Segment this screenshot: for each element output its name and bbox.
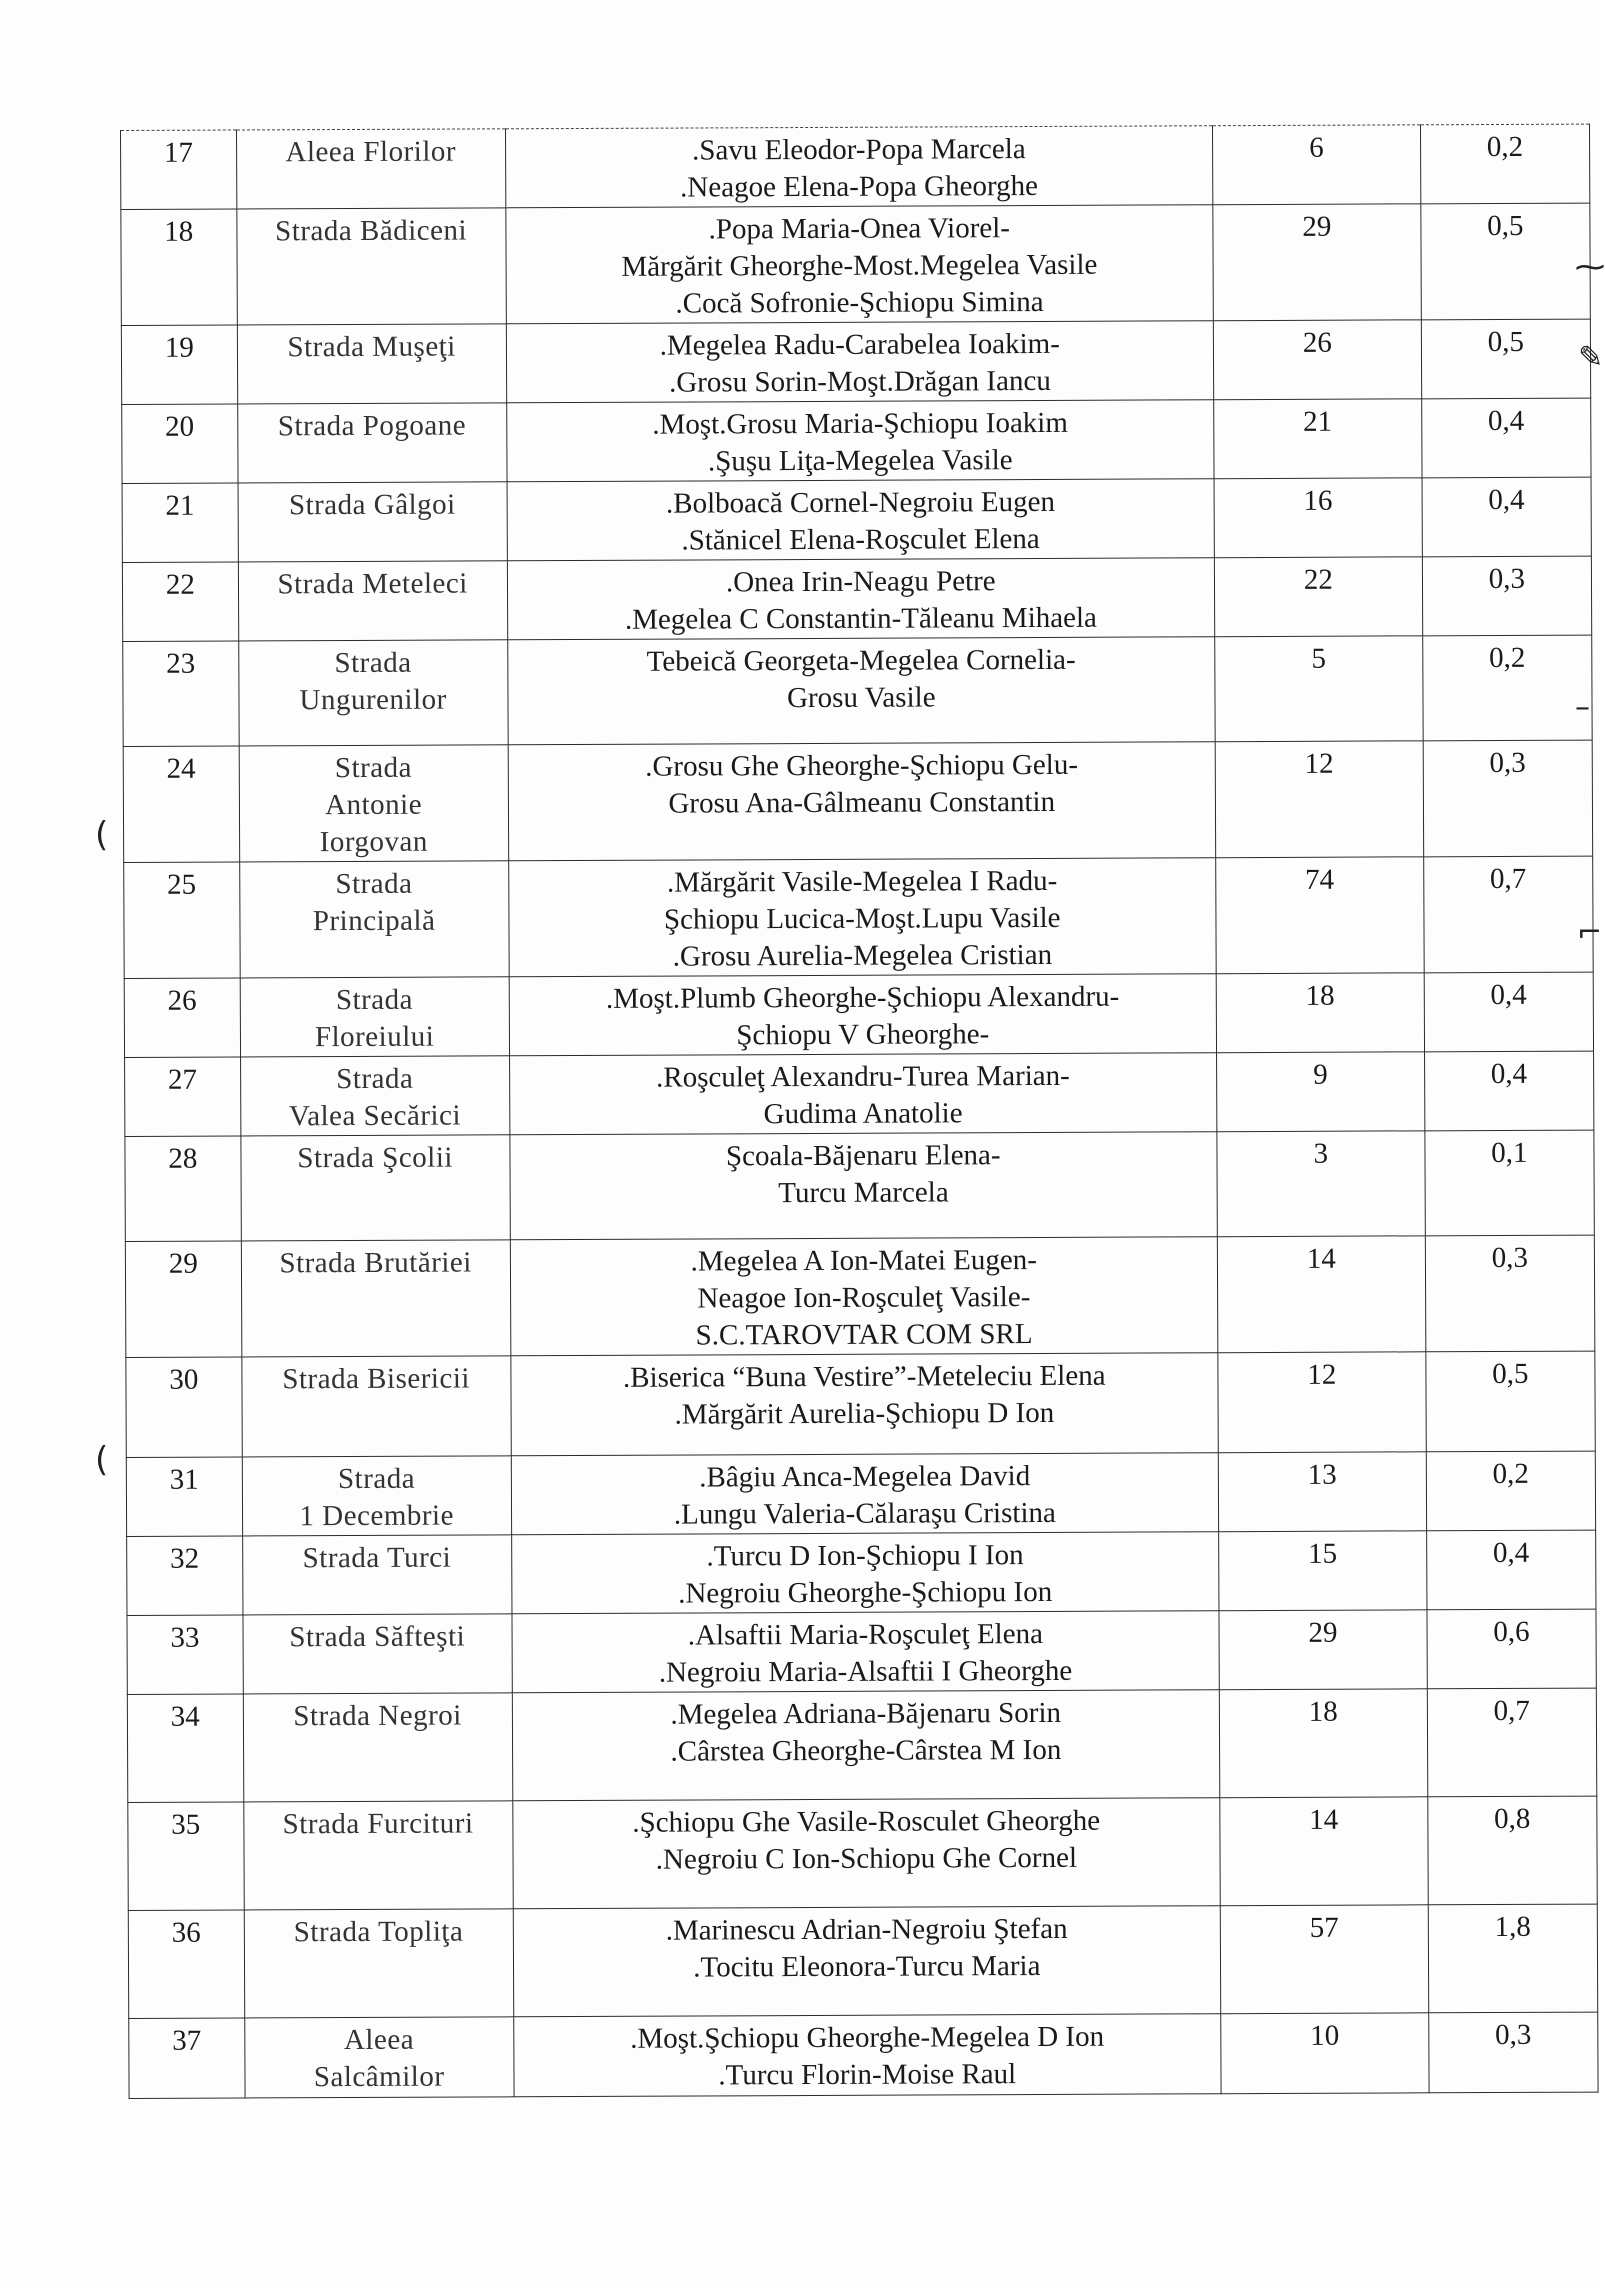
street-name-cell-line: Strada	[335, 983, 414, 1017]
count-cell	[1216, 1052, 1424, 1132]
count-cell-line: 12	[1307, 1358, 1337, 1391]
street-name-cell-line: Floreiului	[314, 1020, 435, 1054]
owners-cell	[506, 400, 1214, 482]
owners-cell-line: .Megelea C Constantin-Tăleanu Mihaela	[624, 601, 1097, 636]
street-name-cell	[244, 2017, 513, 2098]
row-number-cell-line: 22	[165, 568, 195, 601]
table-row	[123, 740, 1592, 862]
owners-cell	[508, 858, 1216, 977]
owners-cell-line: Şchiopu V Gheorghe-	[736, 1018, 990, 1052]
row-number-cell	[121, 209, 237, 326]
length-cell-line: 0,8	[1494, 1802, 1531, 1836]
owners-cell-line: Turcu Marcela	[778, 1176, 949, 1210]
owners-cell	[509, 974, 1217, 1056]
owners-cell-line: .Grosu Aurelia-Megelea Cristian	[672, 938, 1053, 973]
street-name-cell-line: Iorgovan	[319, 825, 428, 859]
table-row	[125, 1235, 1594, 1357]
count-cell-line: 14	[1306, 1242, 1336, 1275]
count-cell-line: 12	[1304, 747, 1334, 780]
owners-cell	[505, 126, 1213, 208]
street-name-cell-line: Strada Bădiceni	[275, 214, 468, 248]
table-row	[121, 124, 1590, 209]
length-cell-line: 1,8	[1494, 1910, 1531, 1944]
owners-cell-line: .Grosu Sorin-Moşt.Drăgan Iancu	[668, 364, 1051, 399]
row-number-cell	[127, 1615, 243, 1695]
count-cell-line: 29	[1308, 1616, 1338, 1649]
row-number-cell-line: 24	[166, 752, 196, 785]
owners-cell-line: .Cocă Sofronie-Şchiopu Simina	[675, 285, 1044, 320]
street-name-cell	[238, 640, 507, 746]
row-number-cell-line: 30	[169, 1363, 199, 1396]
table-row	[128, 1796, 1597, 1910]
length-cell	[1425, 1130, 1595, 1236]
row-number-cell	[128, 1910, 244, 2019]
table-row	[125, 1051, 1594, 1136]
street-name-cell-line: Strada Pogoane	[277, 409, 467, 443]
street-name-cell-line: Strada	[334, 751, 413, 785]
table-row	[122, 556, 1591, 641]
row-number-cell	[125, 1136, 241, 1242]
length-cell-line: 0,3	[1489, 746, 1526, 780]
pen-mark-icon: ⌐	[1577, 915, 1603, 950]
row-number-cell-line: 37	[172, 2024, 202, 2057]
length-cell	[1420, 124, 1590, 204]
street-name-cell	[240, 977, 509, 1057]
count-cell-line: 15	[1307, 1537, 1338, 1570]
count-cell	[1216, 973, 1424, 1053]
table-row	[127, 1530, 1596, 1615]
street-name-cell	[244, 1909, 513, 2018]
row-number-cell	[122, 483, 238, 563]
count-cell-line: 3	[1313, 1137, 1329, 1170]
punch-hole-mark-icon: (	[95, 1440, 109, 1480]
length-cell-line: 0,2	[1486, 130, 1524, 164]
owners-cell-line: .Megelea Radu-Carabelea Ioakim-	[659, 327, 1060, 362]
owners-cell	[511, 1453, 1219, 1535]
owners-cell-line: .Lungu Valeria-Călaraşu Cristina	[673, 1496, 1056, 1531]
row-number-cell-line: 36	[171, 1916, 201, 1949]
count-cell	[1219, 1689, 1427, 1798]
count-cell-line: 74	[1305, 863, 1335, 896]
street-name-cell	[242, 1456, 511, 1536]
owners-cell-line: .Popa Maria-Onea Viorel-	[708, 212, 1010, 246]
length-cell	[1428, 1796, 1598, 1905]
row-number-cell-line: 28	[168, 1142, 198, 1175]
count-cell-line: 21	[1303, 405, 1333, 438]
row-number-cell-line: 33	[170, 1621, 200, 1654]
street-name-cell-line: Principală	[312, 904, 436, 938]
length-cell-line: 0,7	[1489, 862, 1527, 896]
length-cell-line: 0,5	[1487, 325, 1524, 359]
pen-scribble-icon: ✎	[1578, 340, 1604, 375]
count-cell	[1219, 1610, 1427, 1690]
owners-cell-line: .Neagoe Elena-Popa Gheorghe	[680, 169, 1039, 204]
table-row	[126, 1351, 1595, 1457]
street-name-cell-line: Strada Furcituri	[282, 1807, 474, 1841]
owners-cell-line: .Megelea Adriana-Băjenaru Sorin	[670, 1696, 1062, 1731]
row-number-cell	[125, 1057, 241, 1137]
row-number-cell	[125, 1241, 241, 1358]
pen-mark-icon: ⁓	[1575, 250, 1605, 285]
street-name-cell-line: Strada	[337, 1462, 416, 1496]
street-name-cell-line: Strada	[335, 867, 413, 901]
count-cell	[1215, 636, 1423, 742]
count-cell	[1215, 741, 1423, 858]
pen-mark-icon: –	[1575, 690, 1590, 725]
owners-cell-line: .Mărgărit Vasile-Megelea I Radu-	[666, 864, 1058, 899]
length-cell-line: 0,2	[1488, 641, 1526, 675]
table-row	[125, 1130, 1594, 1241]
owners-cell-line: .Stănicel Elena-Roşculet Elena	[681, 522, 1040, 557]
row-number-cell	[123, 746, 239, 863]
length-cell-line: 0,1	[1491, 1136, 1528, 1170]
owners-cell-line: .Turcu D Ion-Şchiopu I Ion	[706, 1539, 1024, 1573]
owners-cell-line: .Negroiu C Ion-Schiopu Ghe Cornel	[655, 1841, 1078, 1876]
count-cell-line: 16	[1303, 484, 1333, 517]
row-number-cell-line: 32	[169, 1542, 200, 1575]
owners-cell-line: Grosu Vasile	[786, 681, 936, 715]
street-name-cell	[243, 1801, 512, 1910]
street-name-cell-line: Ungurenilor	[299, 683, 447, 717]
table-row	[122, 477, 1591, 562]
street-name-cell	[238, 561, 507, 641]
owners-cell	[511, 1353, 1219, 1456]
street-name-cell-line: Antonie	[325, 788, 423, 822]
length-cell	[1421, 398, 1591, 478]
length-cell-line: 0,3	[1491, 1241, 1528, 1275]
table-body	[121, 124, 1599, 2098]
length-cell-line: 0,3	[1494, 2018, 1532, 2052]
count-cell	[1213, 320, 1421, 400]
owners-cell-line: .Moşt.Grosu Maria-Şchiopu Ioakim	[652, 406, 1068, 441]
count-cell-line: 9	[1313, 1058, 1328, 1091]
owners-cell-line: .Mărgărit Aurelia-Şchiopu D Ion	[674, 1396, 1055, 1431]
count-cell	[1217, 1131, 1425, 1237]
count-cell-line: 14	[1309, 1803, 1339, 1836]
row-number-cell	[126, 1457, 242, 1537]
row-number-cell	[123, 641, 239, 747]
count-cell	[1220, 1797, 1428, 1906]
length-cell	[1425, 1235, 1595, 1352]
length-cell	[1421, 319, 1591, 399]
table-row	[126, 1451, 1595, 1536]
count-cell	[1214, 399, 1422, 479]
count-cell	[1213, 204, 1421, 321]
row-number-cell	[121, 325, 237, 405]
count-cell	[1218, 1452, 1426, 1532]
street-name-cell	[237, 403, 506, 483]
row-number-cell-line: 26	[167, 984, 197, 1017]
street-name-cell-line: Strada Muşeţi	[287, 330, 456, 364]
length-cell-line: 0,7	[1493, 1694, 1530, 1728]
row-number-cell	[127, 1694, 243, 1803]
table-row	[129, 2012, 1598, 2098]
count-cell-line: 22	[1303, 563, 1333, 596]
street-name-cell	[241, 1135, 510, 1241]
owners-cell-line: .Moşt.Plumb Gheorghe-Şchiopu Alexandru-	[605, 980, 1120, 1015]
length-cell	[1427, 1688, 1597, 1797]
count-cell	[1218, 1352, 1426, 1453]
row-number-cell-line: 20	[165, 410, 195, 443]
row-number-cell-line: 23	[166, 647, 196, 680]
length-cell	[1424, 972, 1594, 1052]
length-cell-line: 0,4	[1490, 978, 1527, 1012]
length-cell	[1426, 1530, 1596, 1610]
owners-cell-line: .Grosu Ghe Gheorghe-Şchiopu Gelu-	[645, 748, 1079, 783]
length-cell	[1428, 1904, 1598, 2013]
owners-cell-line: Tebeică Georgeta-Megelea Cornelia-	[646, 643, 1076, 678]
length-cell-line: 0,2	[1492, 1457, 1529, 1491]
row-number-cell-line: 29	[168, 1247, 198, 1280]
row-number-cell	[122, 404, 238, 484]
street-name-cell-line: Strada Brutăriei	[279, 1246, 472, 1280]
owners-cell-line: .Biserica “Buna Vestire”-Meteleciu Elena	[622, 1359, 1106, 1394]
street-name-cell-line: Strada Turci	[302, 1541, 452, 1575]
length-cell-line: 0,4	[1487, 404, 1525, 438]
length-cell-line: 0,4	[1488, 483, 1525, 517]
owners-cell-line: .Turcu Florin-Moise Raul	[718, 2058, 1017, 2092]
owners-cell-line: .Onea Irin-Neagu Petre	[725, 565, 996, 599]
length-cell	[1422, 635, 1592, 741]
owners-cell-line: .Bâgiu Anca-Megelea David	[699, 1460, 1031, 1494]
streets-table	[120, 124, 1599, 2099]
row-number-cell-line: 17	[163, 136, 193, 169]
row-number-cell-line: 34	[170, 1700, 200, 1733]
row-number-cell	[128, 1802, 244, 1911]
owners-cell-line: Mărgărit Gheorghe-Most.Megelea Vasile	[621, 248, 1098, 283]
owners-cell	[507, 637, 1215, 745]
street-name-cell-line: Aleea Florilor	[285, 135, 457, 169]
owners-cell	[513, 2014, 1221, 2097]
street-name-cell	[238, 482, 507, 562]
count-cell-line: 18	[1308, 1695, 1338, 1728]
count-cell-line: 5	[1311, 642, 1326, 675]
street-name-cell	[240, 1056, 509, 1136]
length-cell	[1422, 477, 1592, 557]
street-name-cell	[239, 745, 508, 862]
owners-cell	[506, 321, 1214, 403]
street-name-cell-line: Strada Săfteşti	[289, 1620, 466, 1654]
owners-cell-line: .Moşt.Şchiopu Gheorghe-Megelea D Ion	[630, 2020, 1105, 2055]
punch-hole-mark-icon: (	[95, 815, 109, 855]
street-name-cell-line: Valea Secărici	[288, 1099, 462, 1133]
street-name-cell-line: Strada Bisericii	[282, 1362, 470, 1396]
owners-cell-line: .Alsaftii Maria-Roşculeţ Elena	[687, 1617, 1044, 1652]
length-cell	[1422, 556, 1592, 636]
street-name-cell	[243, 1693, 512, 1802]
street-name-cell	[242, 1356, 511, 1457]
length-cell	[1424, 1051, 1594, 1131]
owners-cell-line: .Megelea A Ion-Matei Eugen-	[690, 1244, 1037, 1278]
length-cell	[1421, 203, 1591, 320]
count-cell	[1217, 1236, 1425, 1353]
count-cell	[1220, 1905, 1428, 2014]
owners-cell-line: Neagoe Ion-Roşculeţ Vasile-	[697, 1281, 1031, 1315]
owners-cell-line: Gudima Anatolie	[763, 1097, 963, 1131]
owners-cell-line: Şcoala-Băjenaru Elena-	[725, 1139, 1001, 1173]
owners-cell-line: .Savu Eleodor-Popa Marcela	[692, 133, 1026, 167]
count-cell-line: 6	[1309, 131, 1324, 164]
row-number-cell-line: 31	[169, 1463, 199, 1496]
row-number-cell	[122, 562, 238, 642]
row-number-cell-line: 27	[167, 1063, 198, 1096]
count-cell-line: 13	[1307, 1458, 1337, 1491]
table-row	[127, 1609, 1596, 1694]
count-cell-line: 10	[1310, 2019, 1340, 2052]
length-cell-line: 0,5	[1492, 1357, 1529, 1391]
owners-cell	[510, 1132, 1218, 1240]
table-row	[122, 398, 1591, 483]
length-cell-line: 0,3	[1488, 562, 1526, 596]
length-cell-line: 0,4	[1492, 1536, 1530, 1570]
street-name-cell-line: Salcâmilor	[313, 2060, 445, 2094]
table-row	[124, 856, 1593, 978]
count-cell-line: 57	[1309, 1911, 1339, 1944]
owners-cell-line: .Negroiu Maria-Alsaftii I Gheorghe	[658, 1654, 1073, 1689]
owners-cell	[510, 1237, 1218, 1356]
owners-cell	[508, 742, 1216, 861]
street-name-cell-line: Strada Negroi	[293, 1699, 462, 1733]
row-number-cell	[127, 1536, 243, 1616]
row-number-cell-line: 18	[164, 215, 194, 248]
count-cell	[1214, 557, 1422, 637]
owners-cell-line: .Negroiu Gheorghe-Şchiopu Ion	[678, 1575, 1053, 1610]
table-row	[127, 1688, 1596, 1802]
count-cell	[1216, 857, 1424, 974]
owners-cell	[509, 1053, 1217, 1135]
owners-cell-line: .Roşculeţ Alexandru-Turea Marian-	[656, 1059, 1070, 1094]
table-row	[121, 203, 1590, 325]
row-number-cell-line: 19	[164, 331, 194, 364]
street-name-cell	[237, 208, 506, 325]
owners-cell	[513, 1906, 1221, 2017]
street-name-cell-line: Strada Şcolii	[297, 1141, 453, 1175]
street-name-cell-line: Strada Meteleci	[277, 567, 468, 601]
street-name-cell	[241, 1240, 510, 1357]
count-cell-line: 26	[1302, 326, 1332, 359]
owners-cell-line: .Şuşu Liţa-Megelea Vasile	[707, 444, 1013, 478]
owners-cell	[511, 1532, 1219, 1614]
owners-cell-line: .Tocitu Eleonora-Turcu Maria	[693, 1950, 1041, 1984]
length-cell	[1423, 856, 1593, 973]
row-number-cell	[121, 130, 237, 210]
owners-cell	[512, 1690, 1220, 1801]
owners-cell	[512, 1798, 1220, 1909]
table-row	[124, 972, 1593, 1057]
owners-cell-line: .Cârstea Gheorghe-Cârstea M Ion	[670, 1733, 1062, 1768]
owners-cell-line: Şchiopu Lucica-Moşt.Lupu Vasile	[663, 901, 1061, 936]
count-cell	[1221, 2013, 1429, 2094]
owners-cell-line: S.C.TAROVTAR COM SRL	[695, 1318, 1033, 1352]
count-cell-line: 18	[1305, 979, 1335, 1012]
street-name-cell-line: Strada Gâlgoi	[288, 488, 456, 522]
row-number-cell	[129, 2018, 245, 2099]
owners-cell-line: .Bolboacă Cornel-Negroiu Eugen	[665, 485, 1055, 520]
owners-cell-line: .Şchiopu Ghe Vasile-Rosculet Gheorghe	[632, 1804, 1101, 1839]
street-name-cell-line: Strada	[334, 646, 412, 680]
street-name-cell-line: 1 Decembrie	[299, 1499, 455, 1533]
count-cell	[1212, 125, 1420, 205]
length-cell-line: 0,5	[1487, 209, 1524, 243]
owners-cell	[507, 558, 1215, 640]
row-number-cell	[124, 978, 240, 1058]
row-number-cell	[124, 862, 240, 979]
row-number-cell-line: 21	[165, 489, 195, 522]
count-cell	[1214, 478, 1422, 558]
length-cell	[1427, 1609, 1597, 1689]
table-row	[123, 635, 1592, 746]
owners-cell-line: Grosu Ana-Gâlmeanu Constantin	[668, 785, 1056, 820]
row-number-cell	[126, 1357, 242, 1458]
length-cell	[1423, 740, 1593, 857]
length-cell-line: 0,6	[1493, 1615, 1530, 1649]
length-cell	[1428, 2012, 1598, 2093]
row-number-cell-line: 35	[171, 1808, 201, 1841]
street-name-cell	[242, 1535, 511, 1615]
street-name-cell	[236, 129, 505, 209]
count-cell	[1219, 1531, 1427, 1611]
street-name-cell-line: Strada Topliţa	[293, 1915, 464, 1949]
owners-cell	[507, 479, 1215, 561]
owners-cell	[505, 205, 1213, 324]
table-row	[128, 1904, 1597, 2018]
length-cell-line: 0,4	[1490, 1057, 1528, 1091]
street-name-cell	[239, 861, 508, 978]
owners-cell-line: .Marinescu Adrian-Negroiu Ştefan	[665, 1912, 1068, 1947]
street-name-cell	[243, 1614, 512, 1694]
table-row	[121, 319, 1590, 404]
row-number-cell-line: 25	[167, 868, 197, 901]
length-cell	[1426, 1451, 1596, 1531]
street-name-cell-line: Aleea	[343, 2023, 415, 2057]
owners-cell	[512, 1611, 1220, 1693]
count-cell-line: 29	[1302, 210, 1332, 243]
street-name-cell-line: Strada	[336, 1062, 414, 1096]
length-cell	[1426, 1351, 1596, 1452]
street-name-cell	[237, 324, 506, 404]
